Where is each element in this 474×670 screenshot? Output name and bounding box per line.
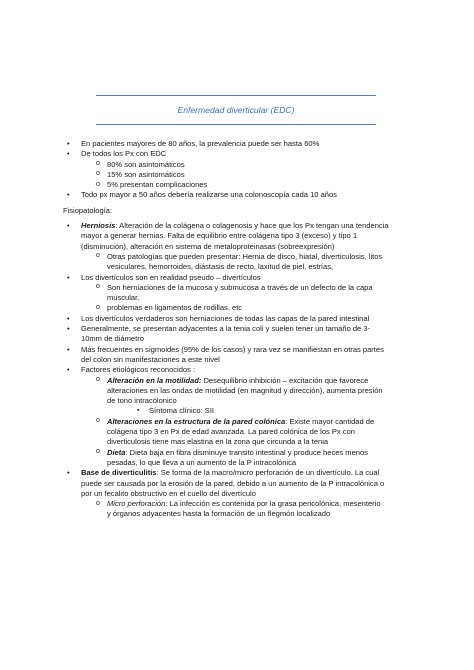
sub-list-item: o Son herniaciones de la mucosa y submucosa a través de un defecto de la capa bbox=[63, 283, 413, 293]
list-item: • Más frecuentes en sigmoides (95% de los casos) y rara vez se manifiestan en otras partes bbox=[63, 345, 413, 355]
list-item-base: • Base de diverticulitis: Se forma de la macro/micro perforación de un divertículo. La cual bbox=[63, 468, 413, 478]
document-body bbox=[63, 139, 413, 520]
list-item: • Todo px mayor a 50 años debería realizarse una colonoscopía cada 10 años bbox=[63, 190, 413, 200]
sub-list-item-continuation: y órganos adyacentes hasta la formación de un flegmón localizado bbox=[107, 509, 331, 519]
sub-sub-list-item: ▪ Síntoma clínico: SII bbox=[63, 406, 413, 416]
list-item: • De todos los Px con EDC bbox=[63, 149, 413, 159]
sub-list-item-continuation: diverticulosis tiene mas elastina en la zona que circunda a la tenia bbox=[107, 437, 329, 447]
term-motilidad: Alteración en la motilidad: bbox=[107, 375, 202, 385]
sub-list-item-continuation: de tono intracólonico bbox=[107, 396, 177, 406]
list-item: • Los divertículos verdaderos son herniaciones de todas las capas de la pared intestinal bbox=[63, 314, 413, 324]
sub-list-item-continuation: vesiculares, hemorroides, diástasis de recto, laxitud de piel, estrías, bbox=[107, 262, 334, 272]
list-item-continuation: 10mm de diámetro bbox=[81, 334, 144, 344]
list-item-continuation: mayor a generar hernias. Falta de equilibrio entre colágena tipo 3 (exceso) y tipo 1 bbox=[81, 231, 358, 241]
sub-list-item: o 80% son asintomáticos bbox=[63, 160, 413, 170]
sub-list-item-continuation: colágena tipo 3 en Px de edad avanzada. La pared colónica de los Px con bbox=[107, 427, 355, 437]
term-herniosis: Herniosis bbox=[81, 221, 116, 231]
title-top-rule bbox=[96, 95, 376, 96]
list-item-continuation: del colon sin manifestaciones a este nivel bbox=[81, 354, 220, 364]
list-item-continuation: puede ser causada por la erosión de la pared, debido a un aumento de la P intracolónica o bbox=[81, 478, 385, 488]
sub-list-item: o 5% presentan complicaciones bbox=[63, 180, 413, 190]
list-item-herniosis: • Herniosis: Alteración de la colágena o colagenosis y hace que los Px tengan una tendencia bbox=[63, 221, 413, 231]
sub-list-item-continuation: muscular. bbox=[107, 293, 140, 303]
list-item-continuation: (disminución), alteración en sistema de metaloproteinasas (sobreexpresión) bbox=[81, 241, 335, 251]
list-item: • Factores etiológicos reconocidos : bbox=[63, 365, 413, 375]
sub-list-item-micro: o Micro perforación: La infección es contenida por la grasa pericolónica, mesenterio bbox=[63, 499, 413, 509]
sub-list-item: o Otras patologías que pueden presentar: Hernia de disco, hiatal, diverticulosis, litos bbox=[63, 252, 413, 262]
sub-list-item-continuation: alteraciones en las ondas de motilidad (en magnitud y dirección), aumenta presión bbox=[107, 385, 383, 395]
section-heading: Fisiopatología: bbox=[63, 205, 113, 215]
term-dieta: Dieta bbox=[107, 447, 126, 457]
list-item: • Generalmente, se presentan adyacentes a la tenia coli y suelen tener un tamaño de 3- bbox=[63, 324, 413, 334]
sub-list-item: o problemas en ligamentos de rodillas, etc bbox=[63, 303, 413, 313]
sub-list-item: o 15% son asintomáticos bbox=[63, 170, 413, 180]
list-item-continuation: por un fecalito obstructivo en el cuello del divertículo bbox=[81, 488, 256, 498]
list-item: • Los divertículos son en realidad pseudo – divertículos bbox=[63, 273, 413, 283]
term-estructura: Alteraciones en la estructura de la pared colónica bbox=[107, 416, 286, 426]
sub-list-item-estructura: o Alteraciones en la estructura de la pared colónica: Existe mayor cantidad de bbox=[63, 417, 413, 427]
sub-list-item-motilidad: o Alteración en la motilidad: Desequilibrio inhibición – excitación que favorece bbox=[63, 376, 413, 386]
term-base: Base de diverticulitis bbox=[81, 468, 157, 478]
document-title: Enfermedad diverticular (EDC) bbox=[177, 105, 295, 115]
sub-list-item-continuation: pesadas, lo que lleva a un aumento de la P intracolónica bbox=[107, 457, 297, 467]
sub-list-item-dieta: o Dieta: Dieta baja en fibra disminuye transito intestinal y produce heces menos bbox=[63, 448, 413, 458]
title-bottom-rule bbox=[96, 124, 376, 125]
list-item: • En pacientes mayores de 80 años, la prevalencia puede ser hasta 60% bbox=[63, 139, 413, 149]
term-micro: Micro perforación bbox=[107, 499, 166, 509]
